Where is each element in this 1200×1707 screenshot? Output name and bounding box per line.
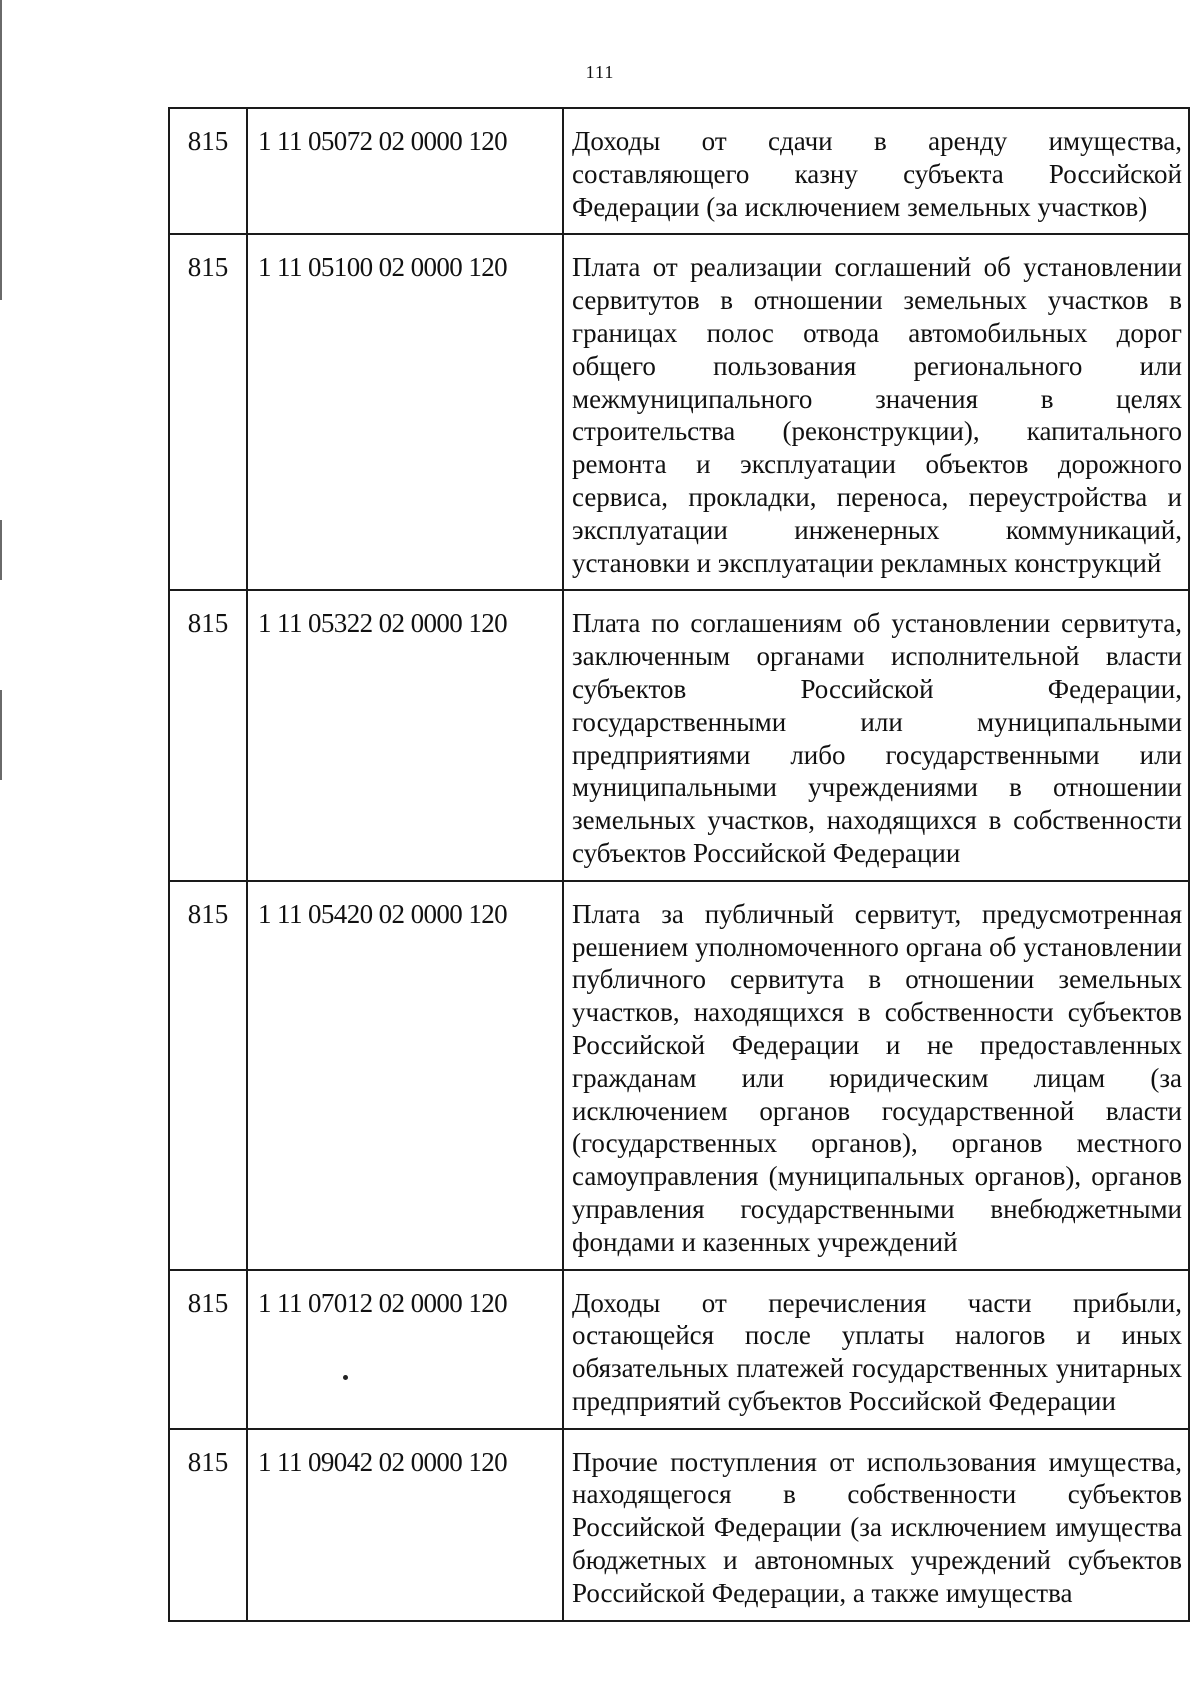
description-cell: Плата по соглашениям об установлении сервитута, заключенным органами исполнительной власти субъектов Российской Федерации, государственными или муниципальными предприятиями либо государственными или муниципальными учреждениями в отношении земельных участков, находящихся в собственности субъектов Российской Федерации bbox=[563, 590, 1189, 880]
admin-code-cell: 815 bbox=[169, 881, 247, 1270]
description-cell: Прочие поступления от использования имущества, находящегося в собственности субъектов Российской Федерации (за исключением имущества бюджетных и автономных учреждений субъектов Российской Федерации, а также имущества bbox=[563, 1429, 1189, 1621]
table-row bbox=[169, 1270, 1189, 1429]
description-cell: Доходы от перечисления части прибыли, остающейся после уплаты налогов и иных обязательных платежей государственных унитарных предприятий субъектов Российской Федерации bbox=[563, 1270, 1189, 1429]
kbk-code-cell: 1 11 05072 02 0000 120 bbox=[247, 108, 563, 234]
scan-edge-mark bbox=[0, 520, 2, 580]
table-row bbox=[169, 1429, 1189, 1621]
kbk-code-cell: 1 11 05420 02 0000 120 bbox=[247, 881, 563, 1270]
scan-speck bbox=[343, 1375, 348, 1380]
kbk-code-cell: 1 11 09042 02 0000 120 bbox=[247, 1429, 563, 1621]
admin-code-cell: 815 bbox=[169, 1270, 247, 1429]
page-number: 111 bbox=[585, 62, 615, 82]
kbk-code-cell: 1 11 05100 02 0000 120 bbox=[247, 234, 563, 590]
admin-code-cell: 815 bbox=[169, 234, 247, 590]
admin-code-cell: 815 bbox=[169, 590, 247, 880]
scan-edge-mark bbox=[0, 0, 2, 300]
kbk-code-cell: 1 11 05322 02 0000 120 bbox=[247, 590, 563, 880]
budget-revenue-table bbox=[168, 107, 1190, 1622]
kbk-code-cell: 1 11 07012 02 0000 120 bbox=[247, 1270, 563, 1429]
description-cell: Доходы от сдачи в аренду имущества, составляющего казну субъекта Российской Федерации (за исключением земельных участков) bbox=[563, 108, 1189, 234]
table-row bbox=[169, 108, 1189, 234]
description-cell: Плата от реализации соглашений об установлении сервитутов в отношении земельных участков в границах полос отвода автомобильных дорог общего пользования регионального или межмуниципального значения в целях строительства (реконструкции), капитального ремонта и эксплуатации объектов дорожного сервиса, прокладки, переноса, переустройства и эксплуатации инженерных коммуникаций, установки и эксплуатации рекламных конструкций bbox=[563, 234, 1189, 590]
description-cell: Плата за публичный сервитут, предусмотренная решением уполномоченного органа об установлении публичного сервитута в отношении земельных участков, находящихся в собственности субъектов Российской Федерации и не предоставленных гражданам или юридическим лицам (за исключением органов государственной власти (государственных органов), органов местного самоуправления (муниципальных органов), органов управления государственными внебюджетными фондами и казенных учреждений bbox=[563, 881, 1189, 1270]
table-row bbox=[169, 881, 1189, 1270]
admin-code-cell: 815 bbox=[169, 108, 247, 234]
admin-code-cell: 815 bbox=[169, 1429, 247, 1621]
scan-edge-mark bbox=[0, 690, 2, 780]
table-row bbox=[169, 234, 1189, 590]
table-row bbox=[169, 590, 1189, 880]
